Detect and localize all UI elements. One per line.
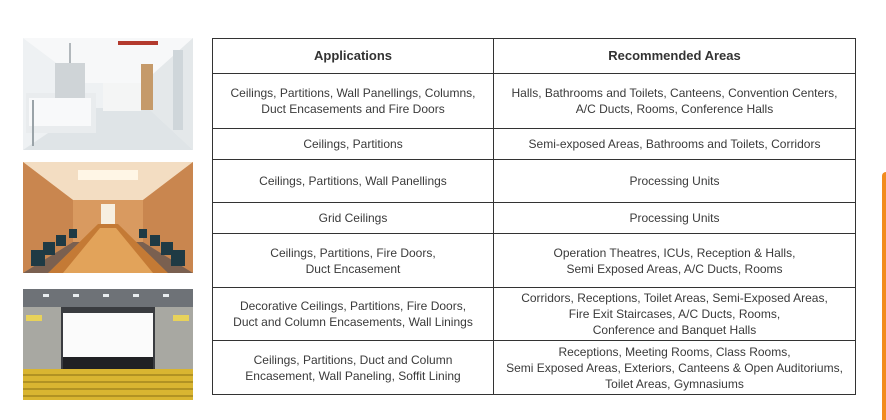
application-cell: Ceilings, Partitions, Wall Panellings bbox=[213, 160, 494, 203]
table-row bbox=[213, 160, 856, 203]
areas-cell: Processing Units bbox=[494, 160, 856, 203]
hospital-corridor-photo bbox=[23, 38, 193, 150]
application-cell: Ceilings, Partitions, Fire Doors, Duct Encasement bbox=[213, 234, 494, 288]
areas-cell: Corridors, Receptions, Toilet Areas, Semi-Exposed Areas, Fire Exit Staircases, A/C Ducts, Rooms, Conference and Banquet Halls bbox=[494, 288, 856, 341]
application-cell: Ceilings, Partitions bbox=[213, 129, 494, 160]
table-row bbox=[213, 341, 856, 395]
table-row bbox=[213, 288, 856, 341]
table-row bbox=[213, 203, 856, 234]
table-header-row bbox=[213, 39, 856, 74]
application-cell: Ceilings, Partitions, Wall Panellings, Columns, Duct Encasements and Fire Doors bbox=[213, 74, 494, 129]
areas-cell: Halls, Bathrooms and Toilets, Canteens, Convention Centers, A/C Ducts, Rooms, Conference Halls bbox=[494, 74, 856, 129]
application-cell: Ceilings, Partitions, Duct and Column Encasement, Wall Paneling, Soffit Lining bbox=[213, 341, 494, 395]
applications-table bbox=[212, 38, 856, 395]
table-row bbox=[213, 74, 856, 129]
areas-cell: Semi-exposed Areas, Bathrooms and Toilets, Corridors bbox=[494, 129, 856, 160]
table-row bbox=[213, 129, 856, 160]
recommended-areas-header: Recommended Areas bbox=[494, 39, 856, 74]
auditorium-photo bbox=[23, 289, 193, 400]
application-cell: Grid Ceilings bbox=[213, 203, 494, 234]
areas-cell: Processing Units bbox=[494, 203, 856, 234]
accent-bar bbox=[882, 172, 886, 420]
areas-cell: Receptions, Meeting Rooms, Class Rooms, Semi Exposed Areas, Exteriors, Canteens & Open Auditoriums, Toilet Areas, Gymnasiums bbox=[494, 341, 856, 395]
areas-cell: Operation Theatres, ICUs, Reception & Halls, Semi Exposed Areas, A/C Ducts, Rooms bbox=[494, 234, 856, 288]
application-cell: Decorative Ceilings, Partitions, Fire Doors, Duct and Column Encasements, Wall Linings bbox=[213, 288, 494, 341]
conference-room-photo bbox=[23, 162, 193, 273]
table-row bbox=[213, 234, 856, 288]
applications-header: Applications bbox=[213, 39, 494, 74]
